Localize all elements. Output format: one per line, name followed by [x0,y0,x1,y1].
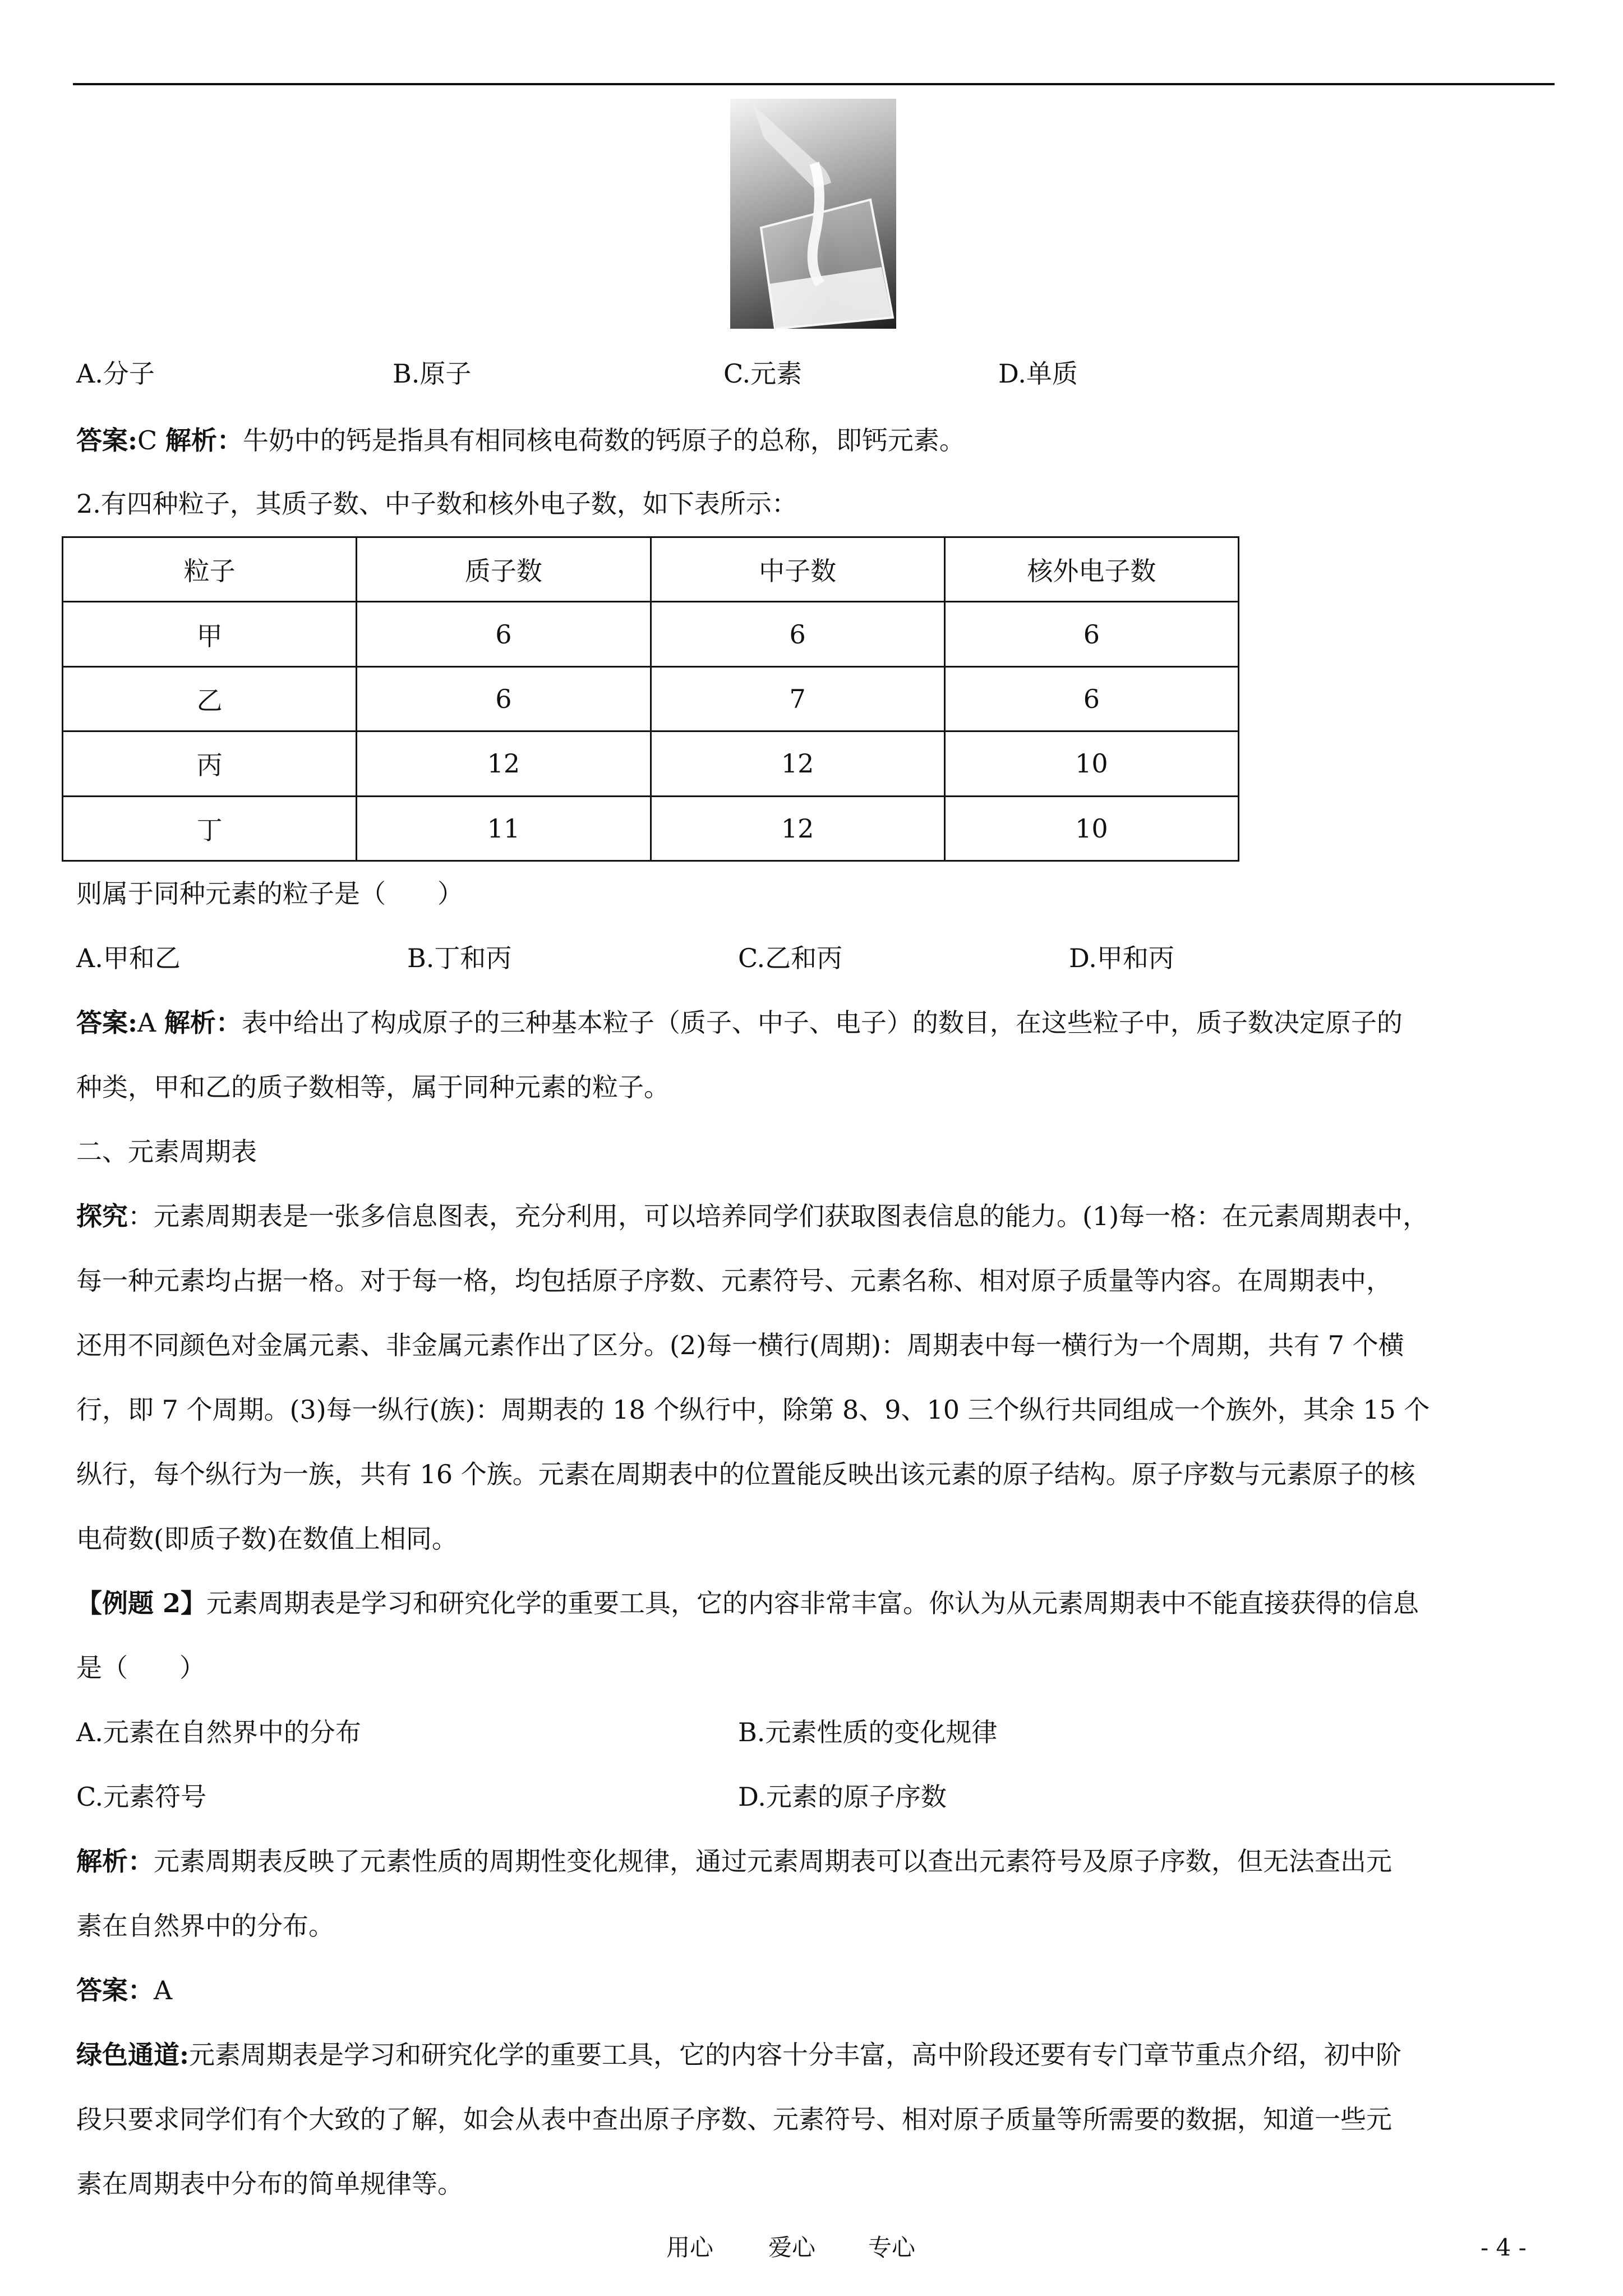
table-cell: 6 [944,666,1238,731]
table-header-cell: 中子数 [651,537,944,602]
table-cell: 12 [357,731,651,796]
example2-option-d: D.元素的原子序数 [738,1782,947,1812]
table-cell: 10 [944,731,1238,796]
q2-stem: 2.有四种粒子，其质子数、中子数和核外电子数，如下表所示： [76,489,797,519]
explore-line-3: 还用不同颜色对金属元素、非金属元素作出了区分。(2)每一横行(周期)：周期表中每一横行为一个周期，共有 7 个横 [76,1330,1404,1360]
header-rule [73,83,1555,85]
analysis-text: 元素周期表反映了元素性质的周期性变化规律，通过元素周期表可以查出元素符号及原子序数，但无法查出元 [154,1846,1392,1876]
green-text: 元素周期表是学习和研究化学的重要工具，它的内容十分丰富，高中阶段还要有专门章节重点介绍，初中阶 [188,2040,1401,2070]
q2-option-c: C.乙和丙 [738,943,843,973]
q1-option-d: D.单质 [998,358,1078,389]
q1-answer-line [76,424,965,457]
answer-value: A [154,1975,173,2005]
answer-label: 答案: [76,1007,137,1038]
table-cell: 6 [357,602,651,666]
q2-option-d: D.甲和丙 [1069,943,1174,973]
example2-stem-line1 [76,1586,1419,1620]
q2-option-b: B.丁和丙 [407,943,512,973]
table-cell: 10 [944,796,1238,861]
milk-pouring-photo [730,99,896,329]
answer-label: 答案: [76,425,137,455]
q1-option-a: A.分子 [76,358,155,389]
table-cell: 6 [944,602,1238,666]
explore-line-6: 电荷数(即质子数)在数值上相同。 [76,1524,458,1554]
explore-line-4: 行，即 7 个周期。(3)每一纵行(族)：周期表的 18 个纵行中，除第 8、9、10 三个纵行共同组成一个族外，其余 15 个 [76,1395,1430,1425]
q1-option-b: B.原子 [393,358,472,389]
explore-line-1 [76,1199,1428,1233]
q2-question: 则属于同种元素的粒子是（ ） [76,878,463,909]
answer-value: A [137,1007,156,1038]
table-cell: 12 [651,731,944,796]
q2-option-a: A.甲和乙 [76,943,181,973]
particle-table [62,536,1239,862]
green-channel-line3: 素在周期表中分布的简单规律等。 [76,2169,463,2199]
table-cell: 乙 [63,666,357,731]
table-cell: 12 [651,796,944,861]
answer-label: 答案： [76,1975,154,2005]
table-header-cell: 粒子 [63,537,357,602]
table-cell: 7 [651,666,944,731]
example2-option-b: B.元素性质的变化规律 [738,1717,998,1747]
explore-label: 探究 [76,1201,128,1231]
analysis-text: 牛奶中的钙是指具有相同核电荷数的钙原子的总称，即钙元素。 [242,425,965,455]
example-label: 【例题 2】 [76,1588,207,1618]
q1-option-c: C.元素 [723,358,803,389]
example2-analysis-line2: 素在自然界中的分布。 [76,1911,334,1941]
section-heading: 二、元素周期表 [76,1137,257,1167]
explore-line-5: 纵行，每个纵行为一族，共有 16 个族。元素在周期表中的位置能反映出该元素的原子结构。原子序数与元素原子的核 [76,1459,1415,1489]
footer-motto-1: 用心 [666,2234,714,2261]
table-cell: 6 [651,602,944,666]
table-cell: 6 [357,666,651,731]
milk-glass-illustration [730,99,896,329]
example2-answer-line [76,1973,172,2007]
green-channel-line1 [76,2038,1401,2072]
table-cell: 丙 [63,731,357,796]
example2-stem-line2: 是（ ） [76,1653,205,1683]
footer-motto-3: 专心 [868,2234,916,2261]
table-cell: 丁 [63,796,357,861]
table-row [63,666,1239,731]
analysis-label: 解析： [165,425,243,455]
table-row [63,796,1239,861]
table-row [63,731,1239,796]
explore-line-2: 每一种元素均占据一格。对于每一格，均包括原子序数、元素符号、元素名称、相对原子质量等内容。在周期表中， [76,1266,1392,1296]
green-label: 绿色通道: [76,2040,189,2070]
analysis-label: 解析： [76,1846,154,1876]
analysis-label: 解析： [164,1007,242,1038]
table-header-cell: 核外电子数 [944,537,1238,602]
answer-value: C [137,425,158,455]
example2-option-c: C.元素符号 [76,1782,207,1812]
footer-motto-2: 爱心 [768,2234,816,2261]
table-header-row [63,537,1239,602]
example2-option-a: A.元素在自然界中的分布 [76,1717,361,1747]
q2-analysis-line2: 种类，甲和乙的质子数相等，属于同种元素的粒子。 [76,1072,670,1102]
green-channel-line2: 段只要求同学们有个大致的了解，如会从表中查出原子序数、元素符号、相对原子质量等所需要的数据，知道一些元 [76,2104,1392,2134]
example2-analysis-line1 [76,1844,1392,1878]
table-header-cell: 质子数 [357,537,651,602]
example-text: 元素周期表是学习和研究化学的重要工具，它的内容非常丰富。你认为从元素周期表中不能直接获得的信息 [206,1588,1419,1618]
q2-answer-line [76,1006,1403,1039]
explore-text: ：元素周期表是一张多信息图表，充分利用，可以培养同学们获取图表信息的能力。(1)每一格：在元素周期表中， [128,1201,1429,1231]
table-row [63,602,1239,666]
table-cell: 11 [357,796,651,861]
analysis-text: 表中给出了构成原子的三种基本粒子（质子、中子、电子）的数目，在这些粒子中，质子数决定原子的 [241,1007,1403,1038]
table-cell: 甲 [63,602,357,666]
page-number: - 4 - [1481,2234,1527,2261]
